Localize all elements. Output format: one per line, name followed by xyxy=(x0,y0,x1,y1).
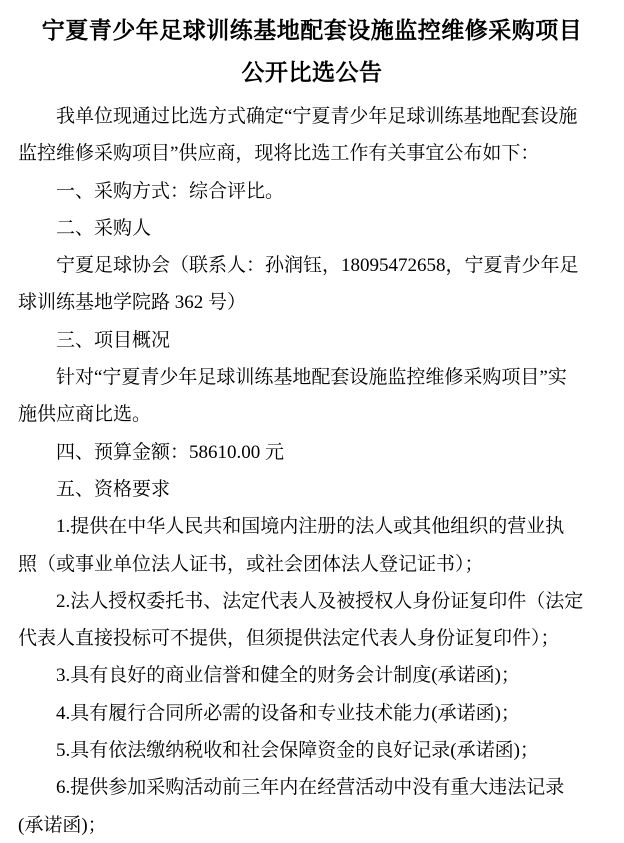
document-line: 4.具有履行合同所必需的设备和专业技术能力(承诺函)； xyxy=(56,702,520,724)
document-line: 四、预算金额：58610.00 元 xyxy=(56,441,285,463)
document-line: 二、采购人 xyxy=(56,217,152,239)
document-line: 监控维修采购项目”供应商，现将比选工作有关事宜公布如下： xyxy=(18,143,540,165)
document-line: 宁夏足球协会（联系人：孙润钰，18095472658，宁夏青少年足 xyxy=(56,255,579,277)
document-line: 施供应商比选。 xyxy=(18,404,152,426)
document-line: 五、资格要求 xyxy=(56,478,171,500)
document-line: 6.提供参加采购活动前三年内在经营活动中没有重大违法记录 xyxy=(56,777,565,799)
document-line: 一、采购方式：综合评比。 xyxy=(56,180,285,202)
document-line: 照（或事业单位法人证书，或社会团体法人登记证书）； xyxy=(18,553,484,575)
document-line: 1.提供在中华人民共和国境内注册的法人或其他组织的营业执 xyxy=(56,516,565,538)
document-line: 三、项目概况 xyxy=(56,329,171,351)
document-line: (承诺函)； xyxy=(18,814,107,836)
document-line: 3.具有良好的商业信誉和健全的财务会计制度(承诺函)； xyxy=(56,665,520,687)
document-title-line-1: 宁夏青少年足球训练基地配套设施监控维修采购项目 xyxy=(41,18,583,43)
document-title-line-2: 公开比选公告 xyxy=(241,60,383,85)
document-line: 5.具有依法缴纳税收和社会保障资金的良好记录(承诺函)； xyxy=(56,740,539,762)
document-body xyxy=(0,98,624,843)
document-line: 针对“宁夏青少年足球训练基地配套设施监控维修采购项目”实 xyxy=(56,367,567,389)
document-title xyxy=(0,0,624,94)
document-line: 2.法人授权委托书、法定代表人及被授权人身份证复印件（法定 xyxy=(56,590,584,612)
document-line: 我单位现通过比选方式确定“宁夏青少年足球训练基地配套设施 xyxy=(56,106,578,127)
document-line: 球训练基地学院路 362 号） xyxy=(18,292,247,314)
document-line: 代表人直接投标可不提供，但须提供法定代表人身份证复印件）； xyxy=(18,628,560,650)
